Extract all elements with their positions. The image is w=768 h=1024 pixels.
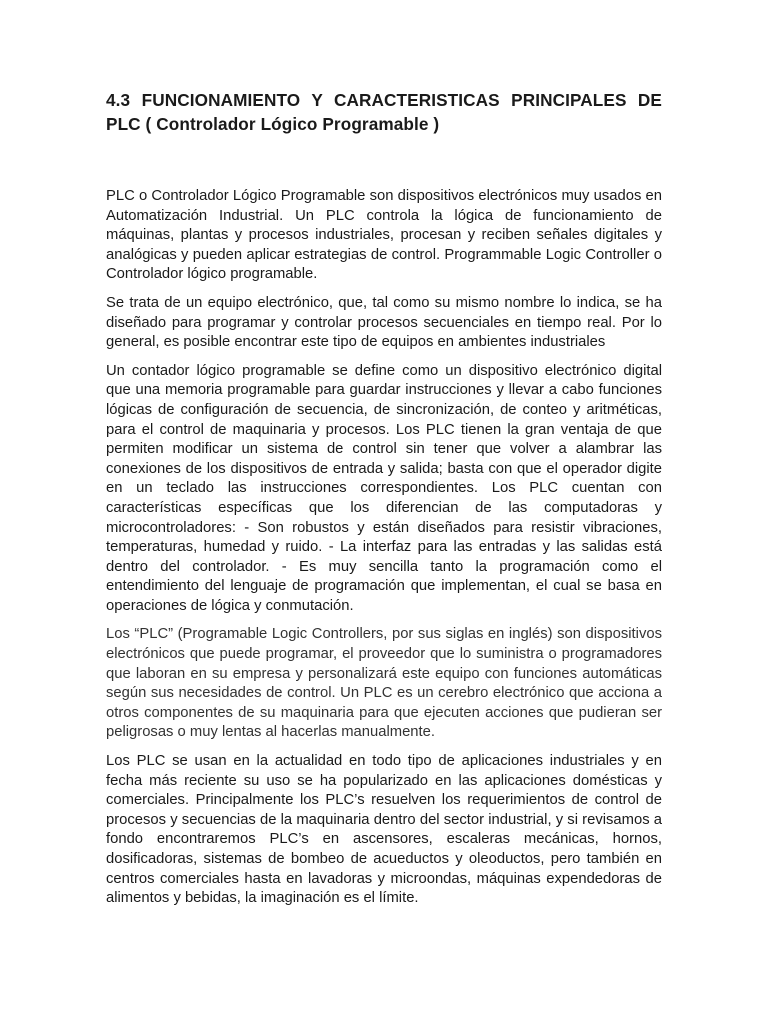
paragraph-characteristics: Un contador lógico programable se define como un dispositivo electrónico digital que una memoria programable para guardar instrucciones y llevar a cabo funciones lógicas de configuración de secuencia, de sincronización, de conteo y aritméticas, para el control de maquinaria y procesos. Los PLC tienen la gran ventaja de que permiten modificar un sistema de control sin tener que volver a alambrar las conexiones de los dispositivos de entrada y salida; basta con que el operador digite en un teclado las instrucciones correspondientes. Los PLC cuentan con características específicas que los diferencian de las computadoras y microcontroladores: - Son robustos y están diseñados para resistir vibraciones, temperaturas, humedad y ruido. - La interfaz para las entradas y las salidas está dentro del controlador. - Es muy sencilla tanto la programación como el entendimiento del lenguaje de programación que implementan, el cual se basa en operaciones de lógica y conmutación.: [106, 362, 662, 614]
section-title: 4.3 FUNCIONAMIENTO Y CARACTERISTICAS PRINCIPALES DE PLC ( Controlador Lógico Programable ): [106, 90, 662, 134]
paragraph-equipment: Se trata de un equipo electrónico, que, tal como su mismo nombre lo indica, se ha diseñado para programar y controlar procesos secuenciales en tiempo real. Por lo general, es posible encontrar este tipo de equipos en ambientes industriales: [106, 294, 662, 351]
document-page: [106, 88, 662, 918]
paragraph-definition: PLC o Controlador Lógico Programable son dispositivos electrónicos muy usados en Automatización Industrial. Un PLC controla la lógica de funcionamiento de máquinas, plantas y procesos industriales, procesan y reciben señales digitales y analógicas y pueden aplicar estrategias de control. Programmable Logic Controller o Controlador lógico programable.: [106, 188, 662, 283]
paragraph-applications: Los PLC se usan en la actualidad en todo tipo de aplicaciones industriales y en fecha más reciente su uso se ha popularizado en las aplicaciones domésticas y comerciales. Principalmente los PLC’s resuelven los requerimientos de control de procesos y secuencias de la maquinaria dentro del sector industrial, y si revisamos a fondo encontraremos PLC’s en ascensores, escaleras mecánicas, hornos, dosificadoras, sistemas de bombeo de acueductos y oleoductos, pero también en centros comerciales hasta en lavadoras y microondas, máquinas expendedoras de alimentos y bebidas, la imaginación es el límite.: [106, 753, 662, 907]
paragraph-programmable: Los “PLC” (Programable Logic Controllers, por sus siglas en inglés) son dispositivos electrónicos que puede programar, el proveedor que lo suministra o programadores que laboran en su empresa y personalizará este equipo con funciones automáticas según sus necesidades de control. Un PLC es un cerebro electrónico que acciona a otros componentes de su maquinaria para que ejecuten acciones que pudieran ser peligrosas o muy lentas al hacerlas manualmente.: [106, 626, 662, 741]
